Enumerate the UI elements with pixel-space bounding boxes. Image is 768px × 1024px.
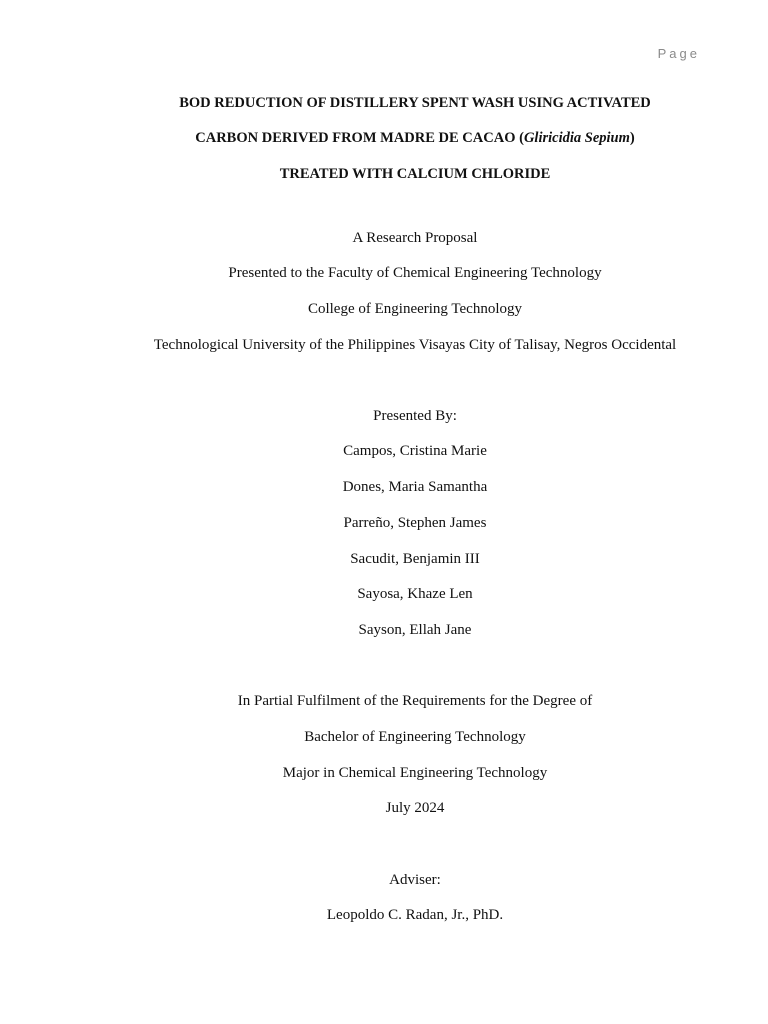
- author-name: Dones, Maria Samantha: [342, 479, 488, 495]
- fulfilment-statement: In Partial Fulfilment of the Requirements for the Degree of: [237, 693, 593, 709]
- title-line-3: TREATED WITH CALCIUM CHLORIDE: [279, 166, 551, 182]
- degree-name: Bachelor of Engineering Technology: [304, 729, 526, 745]
- title-scientific-name: Gliricidia Sepium: [523, 130, 630, 146]
- title-line-1: BOD REDUCTION OF DISTILLERY SPENT WASH USING ACTIVATED: [179, 95, 651, 111]
- proposal-type: A Research Proposal: [352, 230, 478, 246]
- author-name: Campos, Cristina Marie: [343, 443, 487, 459]
- adviser-heading: Adviser:: [389, 872, 441, 888]
- author-name: Sayosa, Khaze Len: [357, 586, 473, 602]
- college-name: College of Engineering Technology: [307, 301, 523, 317]
- title-line-2: [0, 129, 768, 147]
- page-header-label: Page: [657, 46, 700, 61]
- presented-by-heading: Presented By:: [373, 408, 457, 424]
- submission-date: July 2024: [385, 800, 445, 816]
- author-name: Parreño, Stephen James: [343, 515, 487, 531]
- title-line-2-suffix: ): [629, 130, 635, 146]
- title-line-2-prefix: CARBON DERIVED FROM MADRE DE CACAO (: [195, 130, 524, 146]
- presented-to: Presented to the Faculty of Chemical Engineering Technology: [228, 265, 602, 281]
- university-name: Technological University of the Philippines Visayas City of Talisay, Negros Occidental: [153, 337, 677, 353]
- author-name: Sayson, Ellah Jane: [358, 622, 472, 638]
- degree-major: Major in Chemical Engineering Technology: [282, 765, 548, 781]
- author-name: Sacudit, Benjamin III: [350, 551, 480, 567]
- adviser-name: Leopoldo C. Radan, Jr., PhD.: [326, 907, 504, 923]
